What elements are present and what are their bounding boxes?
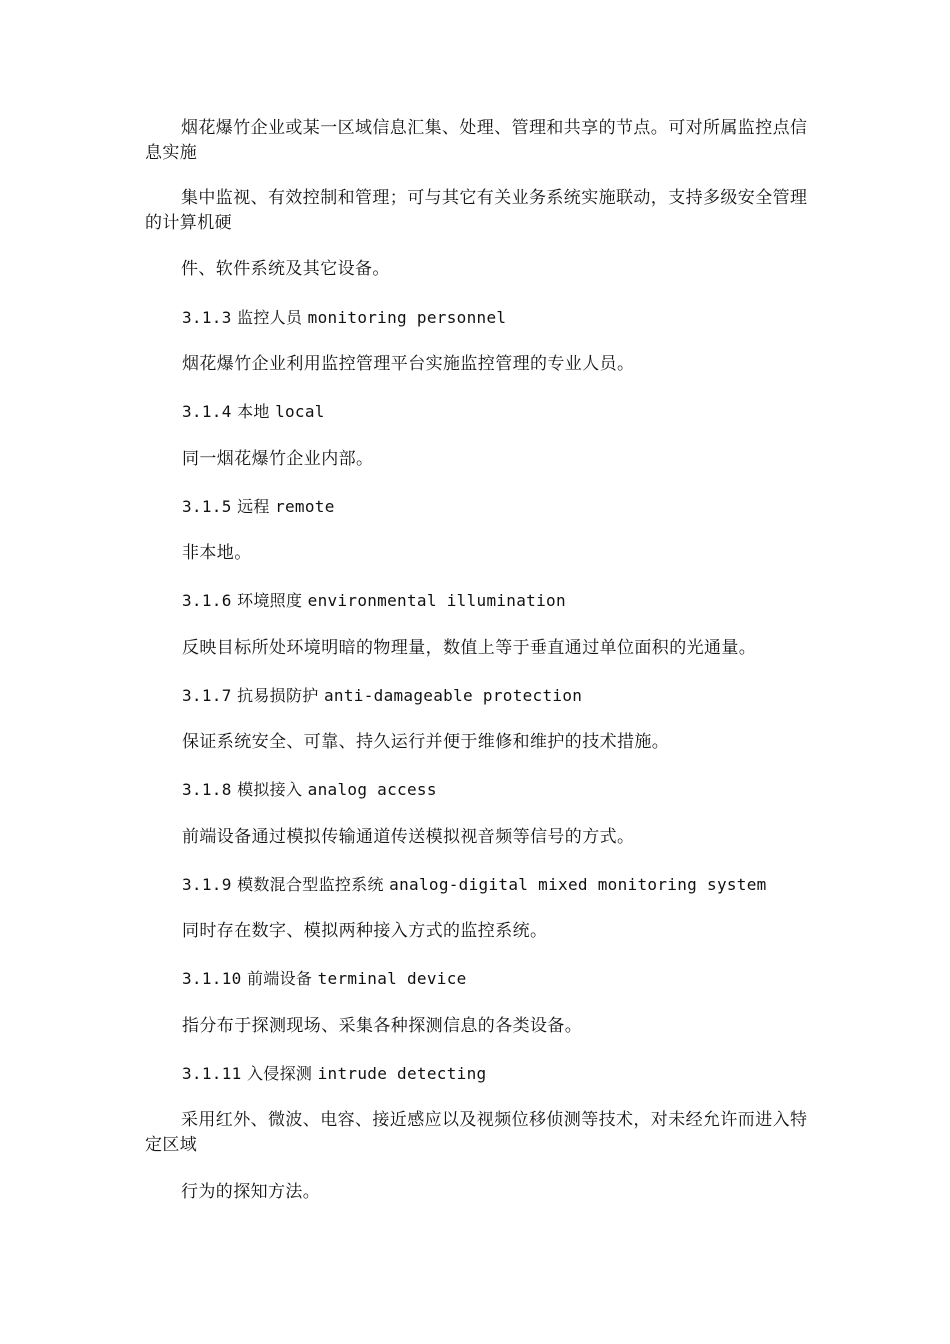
term-chinese: 模数混合型监控系统 — [237, 875, 384, 894]
term-number: 3.1.11 — [182, 1064, 242, 1083]
term-number: 3.1.3 — [182, 308, 232, 327]
term-english: environmental illumination — [307, 591, 566, 610]
term-heading-3-1-5 — [182, 496, 822, 518]
term-definition-3-1-4: 同一烟花爆竹企业内部。 — [182, 449, 374, 469]
term-number: 3.1.7 — [182, 686, 232, 705]
intro-paragraph-1: 烟花爆竹企业或某一区域信息汇集、处理、管理和共享的节点。可对所属监控点信息实施 — [145, 118, 808, 163]
term-number: 3.1.9 — [182, 875, 232, 894]
intro-paragraph-2: 集中监视、有效控制和管理；可与其它有关业务系统实施联动，支持多级安全管理的计算机硬 — [145, 188, 808, 233]
term-definition-3-1-5: 非本地。 — [182, 543, 252, 563]
term-number: 3.1.10 — [182, 969, 242, 988]
term-definition-3-1-10: 指分布于探测现场、采集各种探测信息的各类设备。 — [182, 1016, 583, 1036]
term-chinese: 前端设备 — [247, 969, 313, 988]
term-english: remote — [275, 497, 335, 516]
term-english: local — [275, 402, 325, 421]
term-chinese: 模拟接入 — [237, 780, 303, 799]
term-english: intrude detecting — [317, 1064, 487, 1083]
closing-paragraph-1: 采用红外、微波、电容、接近感应以及视频位移侦测等技术，对未经允许而进入特定区域 — [145, 1110, 808, 1155]
term-chinese: 监控人员 — [237, 308, 303, 327]
term-english: monitoring personnel — [307, 308, 507, 327]
term-heading-3-1-9 — [182, 874, 822, 896]
term-number: 3.1.4 — [182, 402, 232, 421]
term-english: analog-digital mixed monitoring system — [389, 875, 767, 894]
term-heading-3-1-8 — [182, 779, 822, 801]
term-chinese: 远程 — [237, 497, 270, 516]
term-chinese: 入侵探测 — [247, 1064, 313, 1083]
term-definition-3-1-6: 反映目标所处环境明暗的物理量，数值上等于垂直通过单位面积的光通量。 — [182, 638, 757, 658]
term-definition-3-1-7: 保证系统安全、可靠、持久运行并便于维修和维护的技术措施。 — [182, 732, 670, 752]
term-definition-3-1-3: 烟花爆竹企业利用监控管理平台实施监控管理的专业人员。 — [182, 354, 635, 374]
term-heading-3-1-11 — [182, 1063, 822, 1085]
term-english: terminal device — [317, 969, 467, 988]
term-number: 3.1.5 — [182, 497, 232, 516]
term-chinese: 本地 — [237, 402, 270, 421]
term-definition-3-1-9: 同时存在数字、模拟两种接入方式的监控系统。 — [182, 921, 548, 941]
term-heading-3-1-3 — [182, 307, 822, 329]
term-chinese: 抗易损防护 — [237, 686, 319, 705]
term-number: 3.1.8 — [182, 780, 232, 799]
term-heading-3-1-10 — [182, 968, 822, 990]
term-english: anti-damageable protection — [323, 686, 583, 705]
term-chinese: 环境照度 — [237, 591, 303, 610]
term-english: analog access — [307, 780, 437, 799]
closing-paragraph-2: 行为的探知方法。 — [181, 1182, 321, 1202]
term-heading-3-1-7 — [182, 685, 822, 707]
term-heading-3-1-4 — [182, 401, 822, 423]
intro-paragraph-3: 件、软件系统及其它设备。 — [181, 259, 390, 279]
term-heading-3-1-6 — [182, 590, 822, 612]
term-number: 3.1.6 — [182, 591, 232, 610]
term-definition-3-1-8: 前端设备通过模拟传输通道传送模拟视音频等信号的方式。 — [182, 827, 635, 847]
